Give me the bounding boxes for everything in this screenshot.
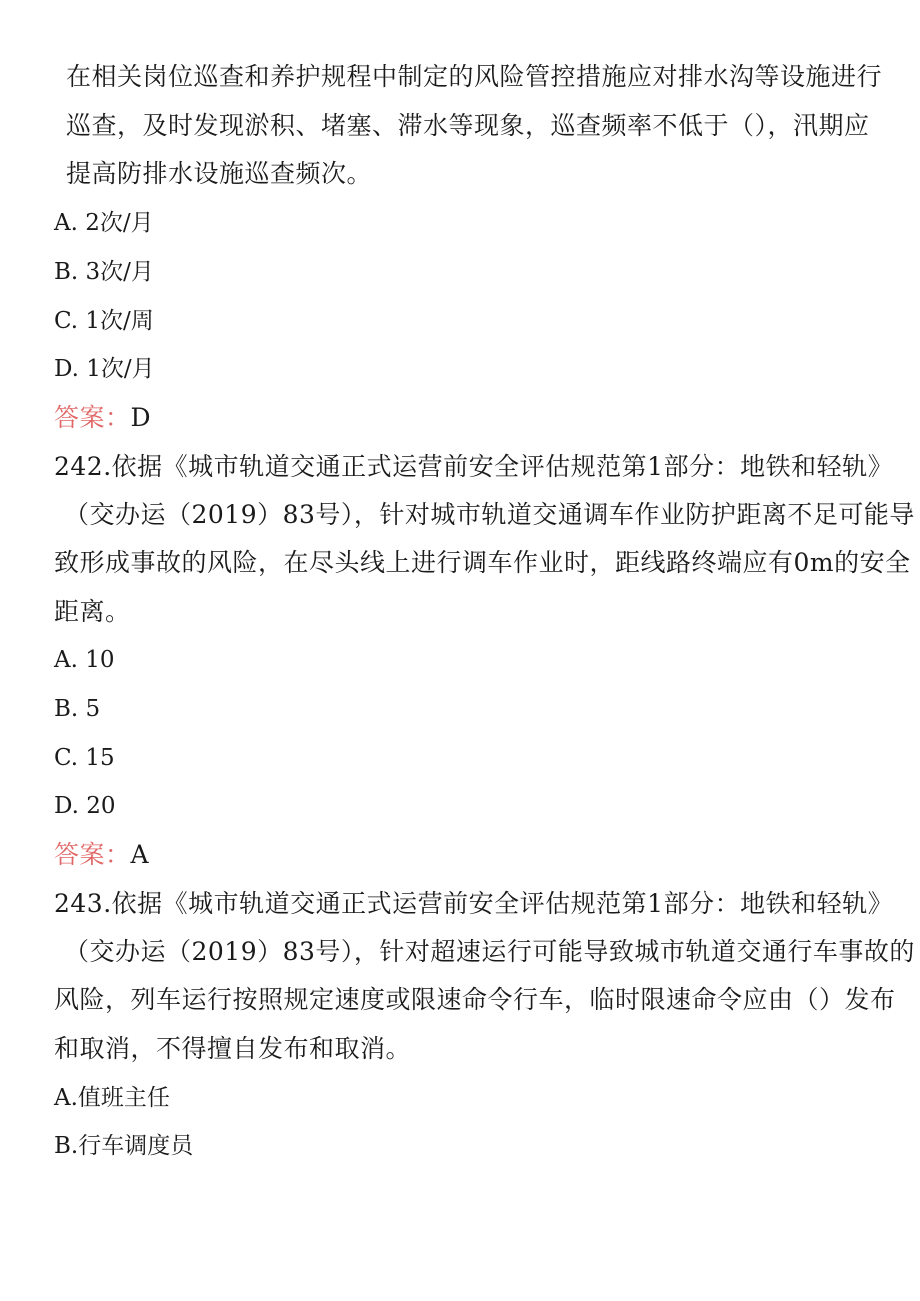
q241-answer-value: D	[130, 403, 152, 432]
q241-option-d: D. 1次/月	[54, 356, 155, 382]
q242-option-c: C. 15	[54, 745, 115, 771]
q241-text-line-3: 提高防排水设施巡查频次。	[66, 159, 373, 188]
q242-text-line-3: 致形成事故的风险，在尽头线上进行调车作业时，距线路终端应有0m的安全	[54, 548, 911, 577]
q243-text-line-4: 和取消，不得擅自发布和取消。	[54, 1034, 412, 1063]
q243-option-b: B.行车调度员	[54, 1133, 194, 1159]
q242-answer-label: 答案：	[54, 840, 131, 869]
q242-option-a: A. 10	[54, 647, 115, 673]
q242-text-line-4: 距离。	[54, 597, 131, 626]
q242-option-d: D. 20	[54, 793, 116, 819]
q241-text-line-1: 在相关岗位巡查和养护规程中制定的风险管控措施应对排水沟等设施进行	[66, 62, 883, 91]
q243-text-line-3: 风险，列车运行按照规定速度或限速命令行车，临时限速命令应由（）发布	[54, 985, 896, 1014]
q243-option-a: A.值班主任	[54, 1085, 170, 1111]
q242-text-line-1: 242.依据《城市轨道交通正式运营前安全评估规范第1部分：地铁和轻轨》	[54, 452, 894, 481]
q242-answer	[54, 840, 149, 870]
q241-option-b: B. 3次/月	[54, 259, 154, 285]
q241-answer	[54, 403, 151, 433]
q241-option-c: C. 1次/周	[54, 308, 154, 334]
q241-option-a: A. 2次/月	[54, 210, 154, 236]
q242-option-b: B. 5	[54, 696, 101, 722]
q241-text-line-2: 巡查，及时发现淤积、堵塞、滞水等现象，巡查频率不低于（），汛期应	[66, 111, 870, 140]
q243-text-line-1: 243.依据《城市轨道交通正式运营前安全评估规范第1部分：地铁和轻轨》	[54, 889, 894, 918]
q243-text-line-2: （交办运（2019）83号），针对超速运行可能导致城市轨道交通行车事故的	[64, 937, 915, 966]
q242-answer-value: A	[130, 840, 150, 869]
q242-text-line-2: （交办运（2019）83号），针对城市轨道交通调车作业防护距离不足可能导	[64, 500, 915, 529]
q241-answer-label: 答案：	[54, 403, 131, 432]
